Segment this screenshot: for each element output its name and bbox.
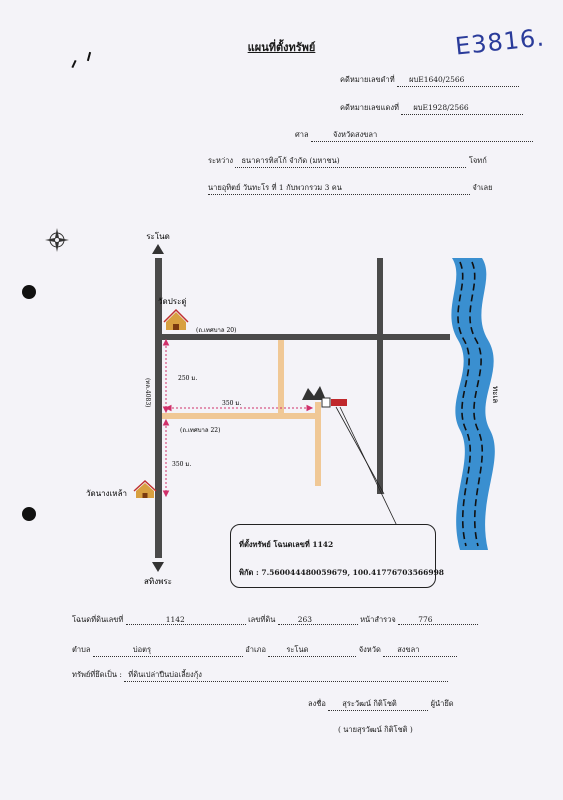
road — [155, 258, 450, 558]
signer-role: ผู้นำยึด — [430, 699, 454, 708]
road-top-label: (ถ.เทศบาล 20) — [196, 327, 237, 334]
defendant-role: จำเลย — [472, 183, 493, 192]
temple2-label: วัดนางเหล้า — [86, 489, 127, 498]
defendant-value: นายอุทิตย์ วันทะโร ที่ 1 กับพวกรวม 3 คน — [208, 182, 470, 195]
temple-icon — [134, 481, 156, 498]
plaintiff-role: โจทก์ — [468, 156, 487, 165]
south-label: สทิงพระ — [144, 577, 172, 586]
distance-label: 250 ม. — [178, 375, 198, 382]
province-value: สงขลา — [383, 644, 457, 657]
subdistrict-value: บ่อตรุ — [93, 644, 243, 657]
arrow-up-icon — [152, 244, 164, 254]
compass-icon — [45, 228, 69, 252]
location-row — [72, 644, 457, 657]
temple-icon — [164, 310, 188, 330]
plot-label: เลขที่ดิน — [248, 615, 276, 624]
property-marker — [302, 386, 347, 407]
info-deed: ที่ตั้งทรัพย์ โฉนดเลขที่ 1142 — [239, 540, 334, 549]
distance-label: 350 ม. — [172, 461, 192, 468]
handwritten-number: E3816. — [453, 23, 547, 61]
property-label: ทรัพย์ที่ยึดเป็น : — [72, 670, 122, 679]
info-coordinates: พิกัด : 7.560044480059679, 100.41776703566998 — [239, 568, 445, 577]
district-value: ระโนด — [268, 644, 356, 657]
court-value: จังหวัดสงขลา — [311, 129, 533, 142]
property-row — [72, 669, 448, 682]
distance-label: 350 ม. — [222, 400, 242, 407]
signer-name: สุระวัฒน์ กิติโชติ — [328, 698, 428, 711]
printed-name: ( นายสุรวัฒน์ กิติโชติ ) — [338, 725, 413, 734]
red-case-value: ผบE1928/2566 — [401, 102, 523, 115]
survey-value: 776 — [398, 615, 478, 625]
plot-value: 263 — [278, 615, 358, 625]
road-vertical-label: (ทล.4083) — [144, 378, 151, 408]
temple1-label: วัดประดู่ — [158, 297, 187, 306]
road-mid-label: (ถ.เทศบาล 22) — [180, 427, 221, 434]
page-title: แผนที่ตั้งทรัพย์ — [247, 41, 316, 54]
sea-label: ทะเล — [491, 386, 500, 404]
court-label: ศาล — [295, 130, 309, 139]
property-value: ที่ดินเปล่าปืนบ่อเลี้ยงกุ้ง — [124, 669, 448, 682]
district-label: อำเภอ — [245, 645, 266, 654]
sea — [451, 258, 494, 550]
between-label: ระหว่าง — [208, 156, 234, 165]
callout-line — [340, 407, 398, 528]
arrow-down-icon — [152, 562, 164, 572]
subdistrict-label: ตำบล — [72, 645, 91, 654]
plaintiff-value: ธนาคารทิสโก้ จำกัด (มหาชน) — [235, 155, 466, 168]
signature-row — [308, 698, 454, 711]
deed-label: โฉนดที่ดินเลขที่ — [72, 615, 124, 624]
survey-label: หน้าสำรวจ — [360, 615, 396, 624]
property-info-box — [230, 524, 445, 588]
black-case-label: คดีหมายเลขดำที่ — [340, 75, 395, 84]
deed-row — [72, 614, 478, 626]
deed-value: 1142 — [126, 615, 246, 625]
red-case-label: คดีหมายเลขแดงที่ — [340, 103, 399, 112]
sign-label: ลงชื่อ — [308, 699, 326, 708]
black-case-value: ผบE1640/2566 — [397, 74, 519, 87]
callout-line — [336, 407, 384, 494]
province-label: จังหวัด — [358, 645, 381, 654]
north-label: ระโนด — [146, 232, 170, 241]
